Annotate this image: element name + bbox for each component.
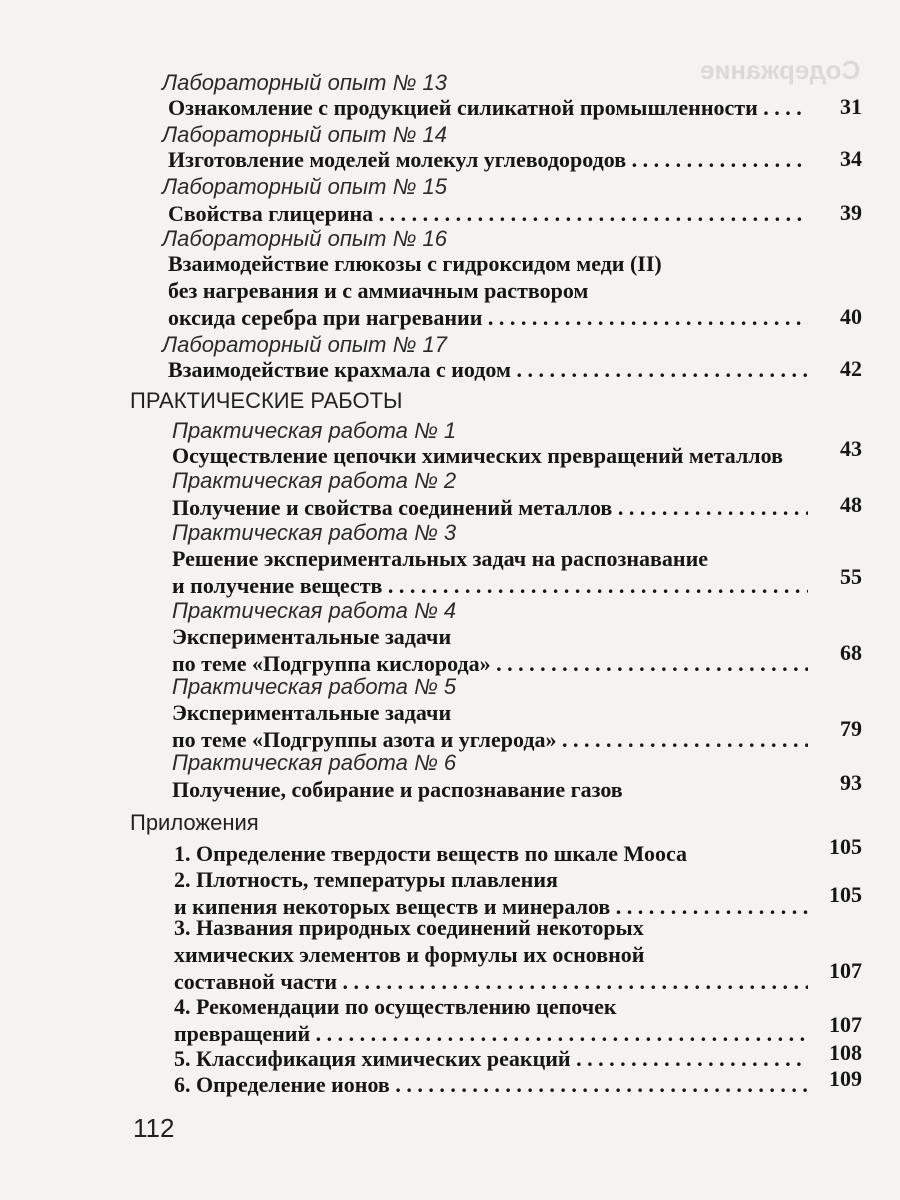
entry-title-line: Решение экспериментальных задач на распознавание	[172, 546, 709, 571]
page-ref: 40	[840, 304, 862, 329]
entry-title-line: без нагревания и с аммиачным раствором	[168, 278, 589, 303]
entry-title: 1. Определение твердости веществ по шкале Мооса	[174, 841, 687, 866]
entry-title: Осуществление цепочки химических превращений металлов	[172, 443, 783, 468]
entry-title: 5. Классификация химических реакций . . .	[174, 1045, 808, 1072]
entry-title: Свойства глицерина . . .	[168, 200, 808, 227]
toc-entry-appendix-6	[174, 1071, 808, 1098]
section-heading-practical: ПРАКТИЧЕСКИЕ РАБОТЫ	[130, 388, 403, 413]
page-ref: 79	[840, 716, 862, 741]
toc-entry-appendix-3	[174, 914, 808, 995]
lab-label-13: Лабораторный опыт № 13	[162, 70, 447, 95]
page-ref: 108	[829, 1040, 862, 1065]
entry-title: 6. Определение ионов . . .	[174, 1071, 808, 1098]
toc-entry-lab-13	[168, 94, 808, 121]
toc-entry-practical-5	[172, 699, 808, 753]
entry-title-line: по теме «Подгруппа кислорода» . . .	[172, 650, 808, 677]
practical-label-5: Практическая работа № 5	[172, 674, 457, 699]
entry-title-line: превращений . . .	[174, 1020, 808, 1047]
practical-label-4: Практическая работа № 4	[172, 598, 457, 623]
entry-title-line: 3. Названия природных соединений некоторых	[174, 915, 644, 940]
page-ref: 109	[829, 1066, 862, 1091]
entry-title-line: 2. Плотность, температуры плавления	[174, 867, 558, 892]
entry-title-line: Экспериментальные задачи	[172, 624, 452, 649]
page-number: 112	[133, 1113, 175, 1143]
toc-entry-practical-3	[172, 545, 808, 599]
practical-label-2: Практическая работа № 2	[172, 468, 457, 493]
page-ref: 55	[840, 564, 862, 589]
page-ref: 31	[840, 94, 862, 119]
lab-label-16: Лабораторный опыт № 16	[162, 226, 447, 251]
page-ref: 48	[840, 492, 862, 517]
toc-entry-lab-17	[168, 356, 808, 383]
entry-title-line: и кипения некоторых веществ и минералов . . .	[174, 893, 808, 920]
toc-entry-practical-6	[172, 776, 808, 803]
toc-entry-appendix-1	[174, 840, 808, 867]
page-ref: 43	[840, 436, 862, 461]
toc-entry-practical-2	[172, 494, 808, 521]
entry-title: Ознакомление с продукцией силикатной промышленности . . .	[168, 94, 808, 121]
page-ref: 34	[840, 146, 862, 171]
entry-title-line: химических элементов и формулы их основной	[174, 942, 645, 967]
bleed-through-heading: Содержание	[699, 55, 860, 85]
entry-title-line: составной части . . .	[174, 968, 808, 995]
page-ref: 105	[829, 882, 862, 907]
toc-entry-lab-14	[168, 146, 808, 173]
lab-label-14: Лабораторный опыт № 14	[162, 122, 447, 147]
practical-label-1: Практическая работа № 1	[172, 418, 457, 443]
practical-label-3: Практическая работа № 3	[172, 520, 457, 545]
entry-title: Получение и свойства соединений металлов . . .	[172, 494, 808, 521]
entry-title: Изготовление моделей молекул углеводородов . . .	[168, 146, 808, 173]
lab-label-17: Лабораторный опыт № 17	[162, 332, 447, 357]
page-ref: 105	[829, 834, 862, 859]
toc-entry-lab-15	[168, 200, 808, 227]
entry-title-line: 4. Рекомендации по осуществлению цепочек	[174, 994, 617, 1019]
page-ref: 39	[840, 200, 862, 225]
page-ref: 68	[840, 640, 862, 665]
entry-title-line: по теме «Подгруппы азота и углерода» . . .	[172, 726, 808, 753]
toc-entry-practical-4	[172, 623, 808, 677]
toc-entry-practical-1	[172, 442, 808, 469]
practical-label-6: Практическая работа № 6	[172, 750, 457, 775]
page-ref: 42	[840, 356, 862, 381]
page-ref: 107	[829, 1012, 862, 1037]
toc-entry-appendix-5	[174, 1045, 808, 1072]
entry-title-line: оксида серебра при нагревании . . .	[168, 304, 808, 331]
entry-title: Получение, собирание и распознавание газов	[172, 777, 623, 802]
entry-title-line: и получение веществ . . .	[172, 572, 808, 599]
section-heading-appendix: Приложения	[130, 810, 259, 835]
page-ref: 93	[840, 770, 862, 795]
entry-title: Взаимодействие крахмала с иодом . . .	[168, 356, 808, 383]
toc-entry-appendix-2	[174, 866, 808, 920]
entry-title-line: Взаимодействие глюкозы с гидроксидом меди (II)	[168, 251, 662, 276]
lab-label-15: Лабораторный опыт № 15	[162, 174, 447, 199]
entry-title-line: Экспериментальные задачи	[172, 700, 452, 725]
toc-entry-appendix-4	[174, 993, 808, 1047]
page-ref: 107	[829, 958, 862, 983]
toc-entry-lab-16	[168, 250, 808, 331]
